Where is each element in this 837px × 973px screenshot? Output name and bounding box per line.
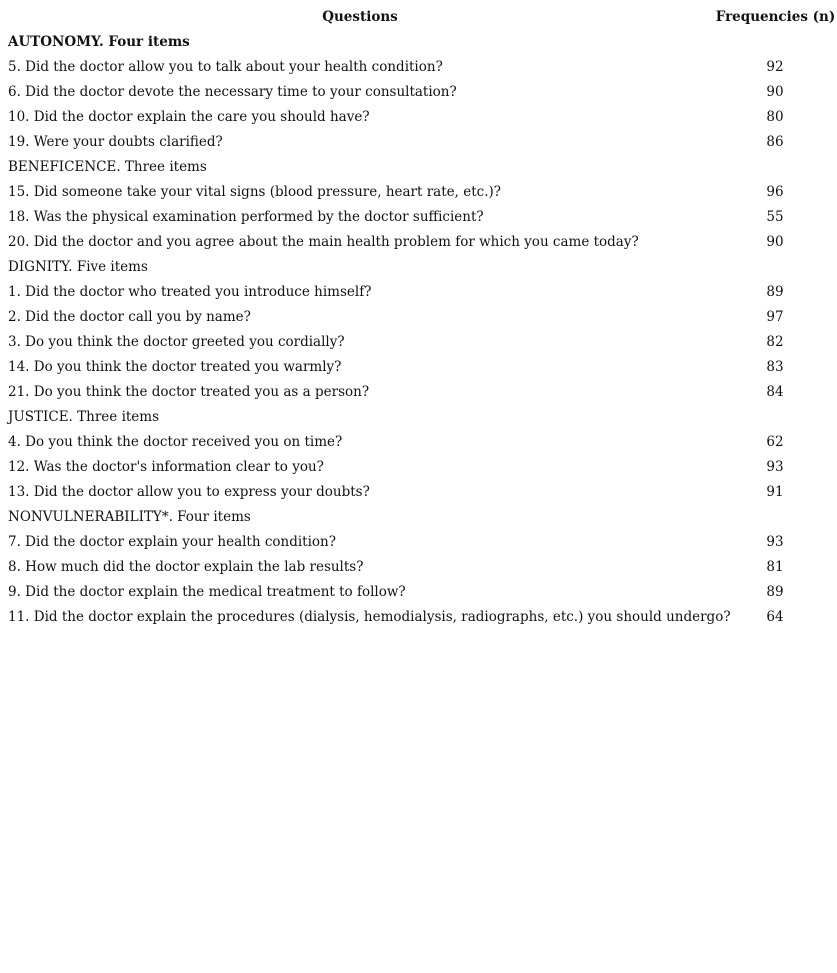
frequency-value: 89 [766, 584, 784, 600]
question-text: 5. Did the doctor allow you to talk about your health condition? [8, 59, 443, 75]
frequency-value: 93 [766, 459, 784, 475]
question-text: 15. Did someone take your vital signs (blood pressure, heart rate, etc.)? [8, 184, 501, 200]
question-text: 19. Were your doubts clarified? [8, 134, 223, 150]
group-heading: JUSTICE. Three items [8, 409, 160, 425]
group-heading-row [0, 30, 837, 55]
question-text: 21. Do you think the doctor treated you as a person? [8, 384, 370, 400]
frequencies-column-header: Frequencies (n) [715, 9, 836, 25]
group-heading-row [0, 155, 837, 180]
group-heading: DIGNITY. Five items [8, 259, 148, 275]
group-heading-row [0, 255, 837, 280]
table-row [0, 55, 837, 80]
table-header [0, 0, 837, 30]
frequency-value: 55 [766, 209, 784, 225]
frequency-value: 91 [766, 484, 784, 500]
group-heading: NONVULNERABILITY*. Four items [8, 509, 251, 525]
question-text: 7. Did the doctor explain your health condition? [8, 534, 336, 550]
table-row [0, 180, 837, 205]
frequency-value: 62 [766, 434, 784, 450]
group-heading-row [0, 405, 837, 430]
table-row [0, 130, 837, 155]
group-heading-row [0, 505, 837, 530]
table-row [0, 105, 837, 130]
frequency-value: 90 [766, 84, 784, 100]
table-row [0, 555, 837, 580]
table-row [0, 455, 837, 480]
question-text: 10. Did the doctor explain the care you should have? [8, 109, 370, 125]
question-text: 13. Did the doctor allow you to express your doubts? [8, 484, 370, 500]
frequency-value: 90 [766, 234, 784, 250]
question-text: 14. Do you think the doctor treated you warmly? [8, 359, 342, 375]
table-row [0, 280, 837, 305]
table-row [0, 605, 837, 630]
question-text: 9. Did the doctor explain the medical treatment to follow? [8, 584, 406, 600]
question-text: 8. How much did the doctor explain the lab results? [8, 559, 364, 575]
question-text: 1. Did the doctor who treated you introduce himself? [8, 284, 372, 300]
table-row [0, 430, 837, 455]
question-text: 20. Did the doctor and you agree about the main health problem for which you came today? [8, 234, 639, 250]
table-row [0, 480, 837, 505]
questions-column-header: Questions [322, 9, 398, 25]
frequency-value: 64 [766, 609, 784, 625]
question-text: 3. Do you think the doctor greeted you cordially? [8, 334, 345, 350]
table-row [0, 305, 837, 330]
table-row [0, 580, 837, 605]
question-text: 12. Was the doctor's information clear to you? [8, 459, 324, 475]
question-text: 6. Did the doctor devote the necessary time to your consultation? [8, 84, 457, 100]
frequency-value: 86 [766, 134, 784, 150]
table-row [0, 530, 837, 555]
frequency-value: 83 [766, 359, 784, 375]
question-text: 18. Was the physical examination performed by the doctor sufficient? [8, 209, 484, 225]
group-heading: BENEFICENCE. Three items [8, 159, 207, 175]
question-text: 11. Did the doctor explain the procedures (dialysis, hemodialysis, radiographs, etc.) you should undergo? [8, 609, 731, 625]
group-heading: AUTONOMY. Four items [8, 34, 190, 50]
frequency-value: 82 [766, 334, 784, 350]
frequency-value: 97 [766, 309, 784, 325]
table-row [0, 355, 837, 380]
frequency-value: 89 [766, 284, 784, 300]
frequency-value: 92 [766, 59, 784, 75]
table-body [0, 30, 837, 630]
table-row [0, 80, 837, 105]
frequency-value: 93 [766, 534, 784, 550]
frequency-value: 96 [766, 184, 784, 200]
table-row [0, 230, 837, 255]
table-row [0, 205, 837, 230]
frequency-value: 84 [766, 384, 784, 400]
frequency-value: 80 [766, 109, 784, 125]
frequency-value: 81 [766, 559, 784, 575]
table-row [0, 380, 837, 405]
question-text: 2. Did the doctor call you by name? [8, 309, 251, 325]
question-text: 4. Do you think the doctor received you on time? [8, 434, 343, 450]
table-row [0, 330, 837, 355]
